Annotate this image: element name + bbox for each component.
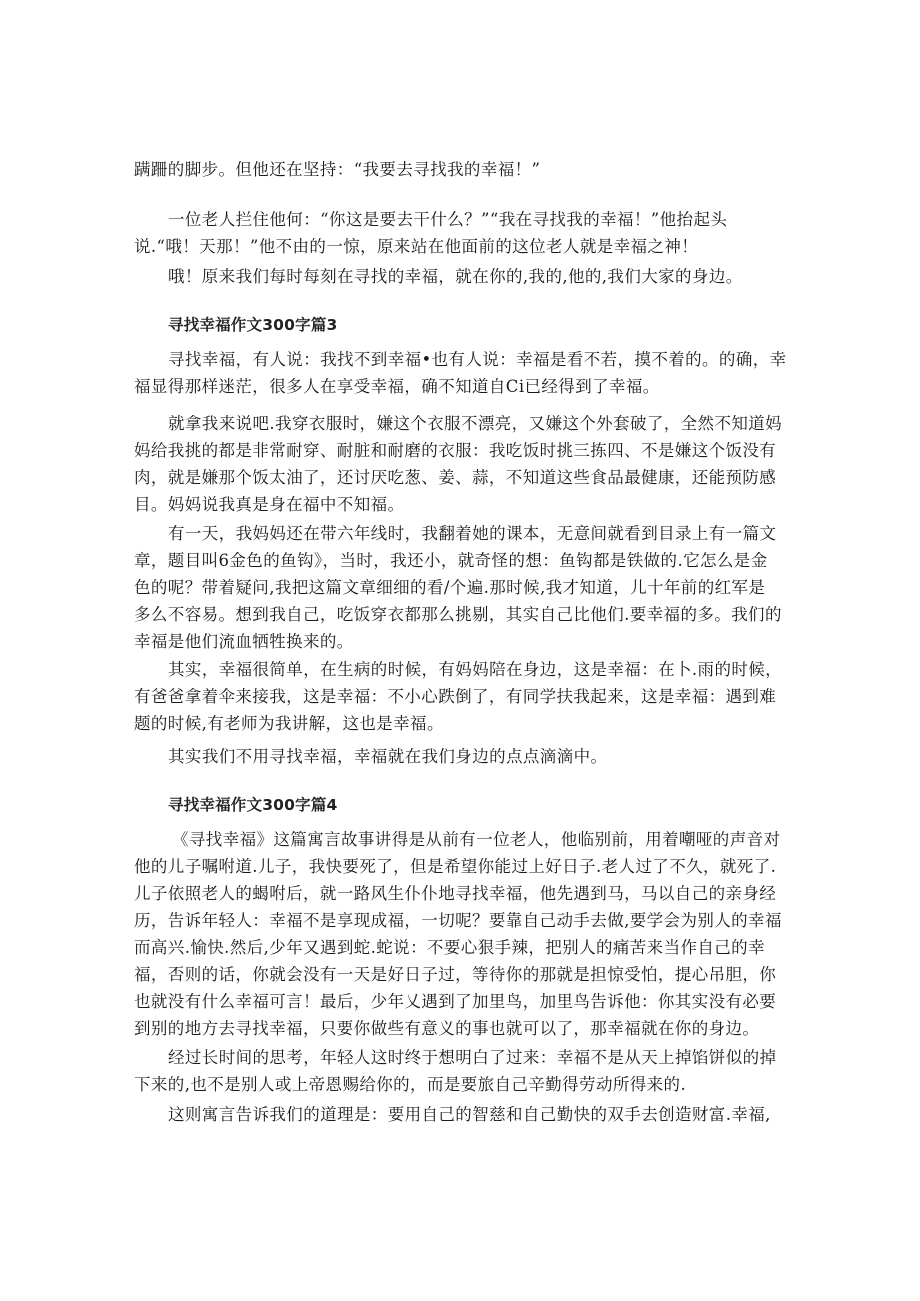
section-heading-4: 寻找幸福作文300字篇4: [168, 796, 338, 814]
text-line: 肉，就是嫌那个饭太油了，还讨厌吃葱、姜、蒜，不知道这些食品最健康，还能预防感: [134, 468, 777, 487]
text-line: 幸福是他们流血牺牲换来的。: [134, 632, 354, 651]
text-line: 有爸爸拿着伞来接我，这是幸福：不小心跌倒了，有同学扶我起来，这是幸福：遇到难: [134, 687, 777, 706]
paragraph-4-1: [134, 826, 794, 1042]
text-line: 其实，幸福很简单，在生病的时候，有妈妈陪在身边，这是幸福：在卜.雨的时候，: [168, 660, 783, 679]
text-line: 就拿我来说吧.我穿衣服时，嫌这个衣服不漂亮，又嫌这个外套破了，全然不知道妈: [168, 414, 783, 433]
section-heading-3: 寻找幸福作文300字篇3: [168, 316, 338, 334]
text-line: 而高兴.愉快.然后,少年又遇到蛇.蛇说：不要心狠手辣，把别人的痛苦来当作自己的幸: [134, 938, 765, 957]
paragraph-continuation: [134, 156, 794, 183]
paragraph-4-2: [134, 1044, 794, 1098]
paragraph-3-4: [134, 656, 794, 737]
text-line: 儿子依照老人的蝎咐后，就一路风生仆仆地寻找幸福，他先遇到马，马以自己的亲身经: [134, 884, 777, 903]
text-line: 福，否则的话，你就会没有一天是好日子过，等待你的那就是担惊受怕，提心吊胆，你: [134, 965, 777, 984]
text-line: 色的呢？带着疑问,我把这篇文章细细的看/个遍.那时候,我才知道，儿十年前的红军是: [134, 578, 766, 597]
paragraph-3-3: [134, 520, 794, 655]
paragraph-3-1: [134, 346, 794, 400]
text-line: 历，告诉年轻人：幸福不是享现成福，一切呢？要靠自己动手去做,要学会为别人的幸福: [134, 911, 782, 930]
text-line: 有一天，我妈妈还在带六年线时，我翻着她的课本，无意间就看到目录上有一篇文: [168, 524, 777, 543]
text-line: 一位老人拦住他何：“你这是要去干什么？”“我在寻找我的幸福！”他抬起头: [168, 210, 728, 229]
text-line: 蹒跚的脚步。但他还在坚持：“我要去寻找我的幸福！”: [134, 160, 541, 179]
text-line: 经过长时间的思考，年轻人这时终于想明白了过来：幸福不是从天上掉馅饼似的掉: [168, 1048, 777, 1067]
paragraph-3-5: [134, 743, 794, 770]
paragraph-4-3: [134, 1101, 794, 1128]
text-line: 下来的,也不是别人或上帝恩赐给你的，而是要旅自己辛勤得劳动所得来的.: [134, 1075, 687, 1094]
paragraph-oh: [134, 263, 794, 290]
paragraph-3-2: [134, 410, 794, 518]
text-line: 哦！原来我们每时每刻在寻找的幸福，就在你的,我的,他的,我们大家的身边。: [168, 267, 743, 286]
text-line: 目。妈妈说我真是身在福中不知福。: [134, 495, 405, 514]
text-line: 多么不容易。想到我自己，吃饭穿衣都那么挑剔，其实自己比他们.要幸福的多。我们的: [134, 605, 782, 624]
text-line: 其实我们不用寻找幸福，幸福就在我们身边的点点滴滴中。: [168, 747, 608, 766]
text-line: 妈给我挑的都是非常耐穿、耐脏和耐磨的衣服：我吃饭时挑三拣四、不是嫌这个饭没有: [134, 441, 777, 460]
text-line: 这则寓言告诉我们的道理是：要用自己的智慈和自己勤快的双手去创造财富.幸福,: [168, 1105, 771, 1124]
text-line: 福显得那样迷茫，很多人在享受幸福，确不知道自Ci已经得到了幸福。: [134, 377, 660, 396]
text-line: 《寻找幸福》这篇寓言故事讲得是从前有一位老人，他临别前，用着嘲哑的声音对: [172, 830, 781, 849]
paragraph-old-man: [134, 206, 794, 260]
text-line: 他的儿子嘱咐道.儿子，我快要死了，但是希望你能过上好日子.老人过了不久，就死了.: [134, 857, 777, 876]
text-line: 也就没有什么幸福可言！最后，少年乂遇到了加里鸟，加里鸟告诉他：你其实没有必要: [134, 992, 777, 1011]
text-line: 寻找幸福，有人说：我找不到幸福•也有人说：幸福是看不若，摸不着的。的确，幸: [168, 350, 787, 369]
text-line: 题的时候,有老师为我讲解，这也是幸福。: [134, 714, 444, 733]
text-line: 说.“哦！天那！”他不由的一惊，原来站在他面前的这位老人就是幸福之神！: [134, 237, 699, 256]
text-line: 到别的地方去寻找幸福，只要你做些有意义的事也就可以了，那幸福就在你的身边。: [134, 1019, 760, 1038]
text-line: 章，题目叫6金色的鱼钩》，当时，我还小，就奇怪的想：鱼钩都是铁做的.它怎么是金: [134, 551, 768, 570]
